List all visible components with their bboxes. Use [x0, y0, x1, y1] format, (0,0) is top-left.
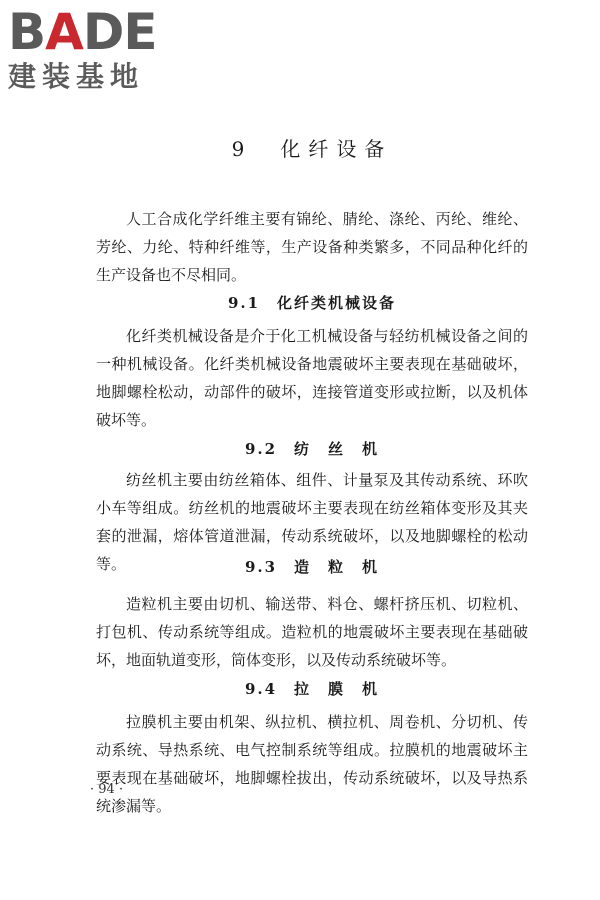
- page-number: · 94 ·: [90, 782, 124, 797]
- section-title-9-2: 9.2 纺 丝 机: [244, 440, 380, 458]
- section-body-9-4: 拉膜机主要由机架、纵拉机、横拉机、周卷机、分切机、传动系统、导热系统、电气控制系统等组成。拉膜机的地震破坏主要表现在基础破坏，地脚螺栓拔出，传动系统破坏，以及导热系统渗漏等。: [96, 713, 528, 815]
- section-title-9-4: 9.4 拉 膜 机: [244, 680, 380, 698]
- section-body-9-1: 化纤类机械设备是介于化工机械设备与轻纺机械设备之间的一种机械设备。化纤类机械设备地震破坏主要表现在基础破坏，地脚螺栓松动，动部件的破坏，连接管道变形或拉断，以及机体破坏等。: [96, 327, 528, 429]
- section-title-9-1: 9.1 化纤类机械设备: [227, 294, 397, 312]
- logo-wordmark: BADE: [8, 3, 157, 61]
- section-title-9-3: 9.3 造 粒 机: [244, 558, 380, 576]
- section-body-9-2: 纺丝机主要由纺丝箱体、组件、计量泵及其传动系统、环吹小车等组成。纺丝机的地震破坏主要表现在纺丝箱体变形及其夹套的泄漏，熔体管道泄漏，传动系统破坏，以及地脚螺栓的松动等。: [96, 471, 528, 573]
- section-body-9-3: 造粒机主要由切机、输送带、料仓、螺杆挤压机、切粒机、打包机、传动系统等组成。造粒机的地震破坏主要表现在基础破坏，地面轨道变形，筒体变形，以及传动系统破坏等。: [96, 595, 528, 669]
- logo-subtitle: 建装基地: [8, 60, 145, 93]
- chapter-title: 9 化纤设备: [231, 137, 393, 161]
- intro-paragraph: 人工合成化学纤维主要有锦纶、腈纶、涤纶、丙纶、维纶、芳纶、力纶、特种纤维等，生产设备种类繁多，不同品种化纤的生产设备也不尽相同。: [96, 210, 528, 284]
- publisher-logo: [8, 3, 178, 94]
